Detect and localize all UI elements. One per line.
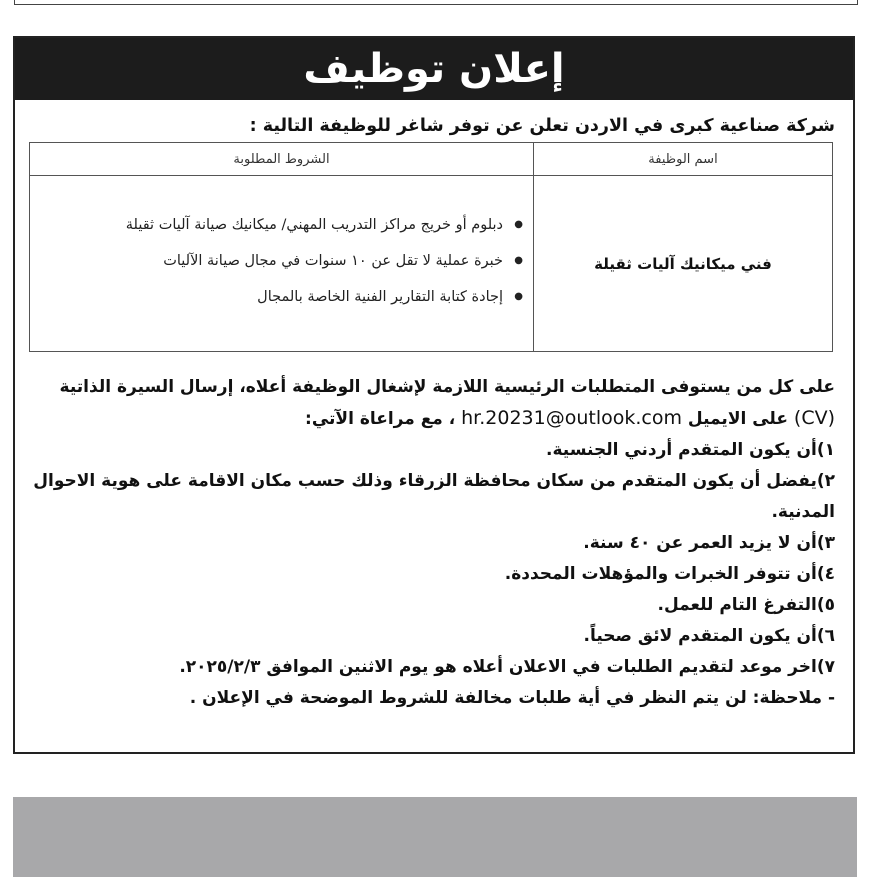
header-requirements: الشروط المطلوبة — [30, 143, 534, 176]
email-address[interactable]: hr.20231@outlook.com — [461, 407, 682, 429]
requirements-cell — [30, 176, 534, 352]
note-text: - ملاحظة: لن يتم النظر في أية طلبات مخالفة للشروط الموضحة في الإعلان . — [189, 688, 835, 708]
jobs-table — [29, 142, 833, 352]
requirements-list — [38, 209, 525, 313]
condition-item: ٤)أن تتوفر الخبرات والمؤهلات المحددة. — [504, 564, 835, 584]
instructions-part3: ، مع مراعاة الآتي: — [305, 409, 456, 429]
condition-item: ٧)اخر موعد لتقديم الطلبات في الاعلان أعلاه هو يوم الاثنين الموافق ٢٠٢٥/٢/٣. — [179, 657, 835, 677]
instructions-part1: على كل من يستوفى المتطلبات الرئيسية اللازمة لإشغال الوظيفة أعلاه، إرسال السيرة الذاتية — [59, 377, 835, 397]
requirement-item: ● إجادة كتابة التقارير الفنية الخاصة بالمجال — [38, 281, 503, 313]
ad-title: إعلان توظيف — [303, 46, 565, 92]
condition-item: ٣)أن لا يزيد العمر عن ٤٠ سنة. — [583, 533, 835, 553]
instructions-block — [33, 372, 835, 714]
job-title-cell: فني ميكانيك آليات ثقيلة — [534, 176, 833, 352]
condition-item: ٥)التفرغ التام للعمل. — [657, 595, 835, 615]
condition-item: ١)أن يكون المتقدم أردني الجنسية. — [546, 440, 835, 460]
intro-text: شركة صناعية كبرى في الاردن تعلن عن توفر شاغر للوظيفة التالية : — [249, 116, 835, 136]
instructions-paragraph — [33, 372, 835, 435]
header-job: اسم الوظيفة — [534, 143, 833, 176]
top-border-frame — [14, 0, 858, 5]
condition-item: ٦)أن يكون المتقدم لائق صحياً. — [583, 626, 835, 646]
ad-header — [15, 38, 853, 100]
bottom-gray-band — [13, 797, 857, 877]
condition-item: ٢)يفضل أن يكون المتقدم من سكان محافظة الزرقاء وذلك حسب مكان الاقامة على هوية الاحوال المدنية. — [33, 471, 835, 522]
requirement-item: ● خبرة عملية لا تقل عن ١٠ سنوات في مجال صيانة الآليات — [38, 245, 503, 277]
requirement-item: ● دبلوم أو خريج مراكز التدريب المهني/ ميكانيك صيانة آليات ثقيلة — [38, 209, 503, 241]
job-advertisement — [13, 36, 855, 754]
instructions-part2: على الايميل — [687, 409, 788, 429]
cv-label: (CV) — [793, 407, 835, 429]
